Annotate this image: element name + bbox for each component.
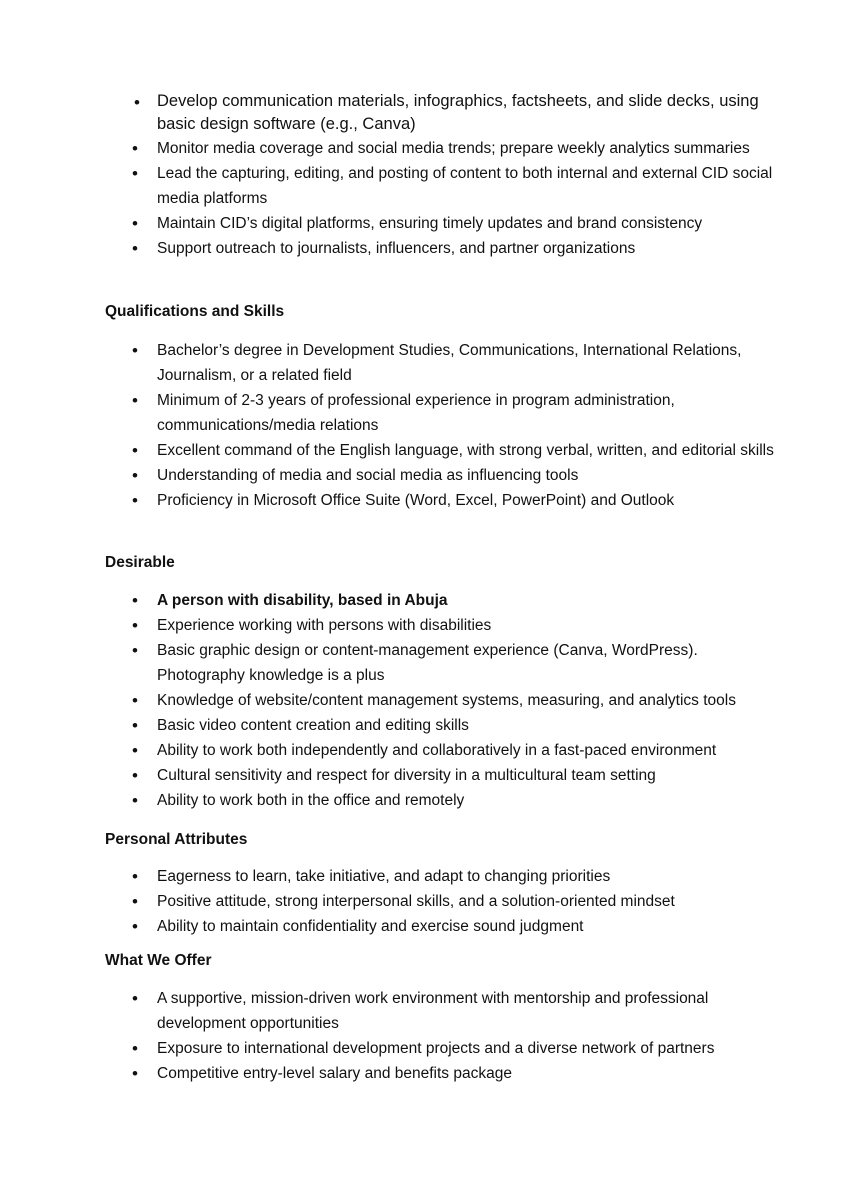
desirable-list (0, 588, 866, 813)
section-heading-qualifications: Qualifications and Skills (105, 303, 285, 320)
bullet-icon: • (132, 616, 138, 635)
list-item: • Eagerness to learn, take initiative, and adapt to changing priorities (0, 864, 866, 889)
list-item: • Cultural sensitivity and respect for diversity in a multicultural team setting (0, 763, 866, 788)
qualifications-list (0, 338, 866, 513)
bullet-icon: • (132, 391, 138, 410)
responsibilities-list-continued (0, 136, 866, 261)
list-item: • Ability to work both independently and collaboratively in a fast-paced environment (0, 738, 866, 763)
list-item: • Exposure to international development projects and a diverse network of partners (0, 1036, 866, 1061)
what-we-offer-section (0, 986, 866, 1086)
bullet-icon: • (132, 139, 138, 158)
what-we-offer-list (0, 986, 866, 1086)
list-item: • Excellent command of the English language, with strong verbal, written, and editorial skills (0, 438, 866, 463)
list-item: • Basic graphic design or content-management experience (Canva, WordPress). Photography knowledge is a plus (0, 638, 866, 688)
list-item: • Support outreach to journalists, influencers, and partner organizations (0, 236, 866, 261)
list-item: • Ability to work both in the office and remotely (0, 788, 866, 813)
bullet-icon: • (132, 867, 138, 886)
list-item: • Understanding of media and social media as influencing tools (0, 463, 866, 488)
bullet-icon: • (132, 989, 138, 1008)
list-item: • Competitive entry-level salary and benefits package (0, 1061, 866, 1086)
bullet-icon: • (132, 716, 138, 735)
bullet-icon: • (132, 466, 138, 485)
list-item: • Positive attitude, strong interpersonal skills, and a solution-oriented mindset (0, 889, 866, 914)
responsibilities-list (0, 90, 866, 136)
bullet-icon: • (132, 917, 138, 936)
bullet-icon: • (132, 164, 138, 183)
bullet-icon: • (132, 341, 138, 360)
bullet-icon: • (132, 741, 138, 760)
section-heading-desirable: Desirable (105, 554, 175, 571)
bullet-icon: • (132, 214, 138, 233)
list-item: • Minimum of 2-3 years of professional experience in program administration, communications/media relations (0, 388, 866, 438)
bullet-icon: • (132, 766, 138, 785)
list-item: • Develop communication materials, infographics, factsheets, and slide decks, using basic design software (e.g., Canva) (134, 92, 759, 133)
bullet-icon: • (132, 1064, 138, 1083)
list-item: • Lead the capturing, editing, and posting of content to both internal and external CID social media platforms (0, 161, 866, 211)
bullet-icon: • (132, 591, 138, 610)
bullet-icon: • (132, 691, 138, 710)
list-item: • A person with disability, based in Abuja (0, 588, 866, 613)
personal-attributes-section (0, 864, 866, 939)
bullet-icon: • (132, 641, 138, 660)
bullet-icon: • (132, 239, 138, 258)
bullet-icon: • (132, 791, 138, 810)
list-item: • Proficiency in Microsoft Office Suite (Word, Excel, PowerPoint) and Outlook (0, 488, 866, 513)
list-item: • Ability to maintain confidentiality and exercise sound judgment (0, 914, 866, 939)
section-heading-personal-attributes: Personal Attributes (105, 831, 248, 848)
list-item: • Experience working with persons with disabilities (0, 613, 866, 638)
list-item: • Bachelor’s degree in Development Studies, Communications, International Relations, Journalism, or a related field (0, 338, 866, 388)
list-item: • A supportive, mission-driven work environment with mentorship and professional development opportunities (0, 986, 866, 1036)
bullet-icon: • (132, 441, 138, 460)
list-item: • Maintain CID’s digital platforms, ensuring timely updates and brand consistency (0, 211, 866, 236)
bullet-icon: • (132, 1039, 138, 1058)
personal-attributes-list (0, 864, 866, 939)
list-item: • Basic video content creation and editing skills (0, 713, 866, 738)
list-item: • Knowledge of website/content management systems, measuring, and analytics tools (0, 688, 866, 713)
qualifications-section (0, 338, 866, 513)
section-heading-what-we-offer: What We Offer (105, 952, 212, 969)
bullet-icon: • (132, 491, 138, 510)
responsibilities-section (0, 90, 866, 261)
bullet-icon: • (132, 892, 138, 911)
list-item: • Monitor media coverage and social media trends; prepare weekly analytics summaries (0, 136, 866, 161)
desirable-section (0, 588, 866, 813)
bullet-icon: • (134, 93, 140, 112)
